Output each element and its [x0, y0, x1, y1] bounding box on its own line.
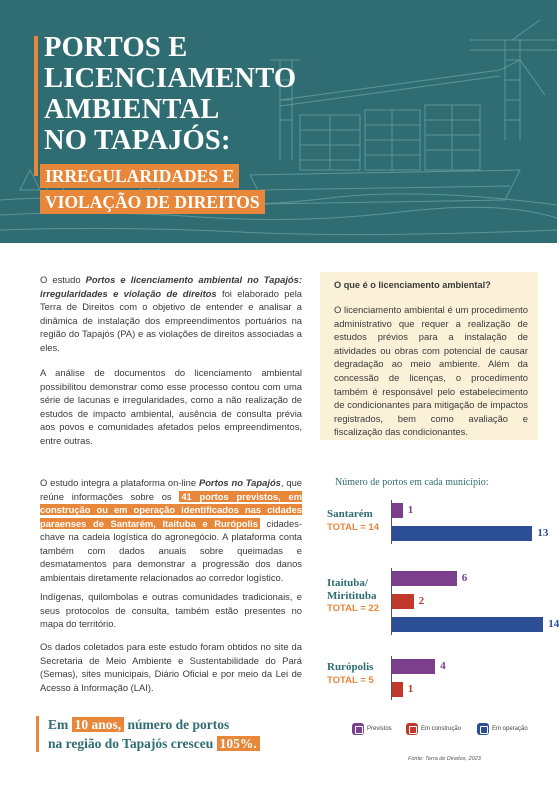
- box-text: O licenciamento ambiental é um procedimento administrativo que requer a realização de estudos prévios para a instalação de atividades ou obras com potencial de causar degradação ao meio ambiente. Além da concessão de licenças, o procedimento também é responsável pelo estabelecimento de condicionantes para mitigação de impactos registrados, bem como avaliação e fiscalização das condicionantes.: [334, 304, 528, 438]
- bar-em-construcao: [392, 682, 403, 697]
- header-banner: [0, 0, 557, 243]
- bar-em-operacao: [392, 617, 543, 632]
- legend-item-em-construcao: Em construção: [406, 722, 461, 736]
- analysis-paragraph: A análise de documentos do licenciamento ambiental possibilitou demonstrar como esse processo contou com uma série de lacunas e irregularidades, como a não realização de estudos de impacto ambiental, ausência de consulta prévia aos povos e comunidades afetados pelos empreendimentos, entre outras.: [40, 367, 302, 446]
- bar-value-label: 4: [440, 660, 446, 672]
- group-label-santarem: Santarém TOTAL = 14: [327, 508, 380, 533]
- bar-value-label: 13: [537, 527, 549, 539]
- bar-value-label: 1: [407, 683, 414, 695]
- legend-item-previstos: Previstos: [352, 722, 392, 736]
- bar-em-operacao: [392, 526, 532, 541]
- bar-previstos: [392, 503, 403, 518]
- growth-highlight: Em 10 anos, número de portos na região do Tapajós cresceu 105%.: [48, 715, 260, 753]
- chart-title: Número de portos em cada município:: [335, 477, 489, 488]
- bar-value-label: 6: [461, 572, 468, 584]
- platform-paragraph: O estudo integra a plataforma on-line Portos no Tapajós, que reúne informações sobre os 41 portos previstos, em construção ou em operação identificados nas cidades paraenses de Santarém, Itaituba e Rurópolis cidades-chave na cadeia logística do agronegócio. A plataforma conta também com dados anuais sobre queimadas e desmatamentos para demonstrar a progressão dos danos ambientais diretamente relacionados ao corredor logístico.: [40, 477, 302, 583]
- communities-paragraph: Indígenas, quilombolas e outras comunidades tradicionais, e seus protocolos de consulta, também estão presentes no mapa do território.: [40, 591, 302, 629]
- bar-previstos: [392, 571, 457, 586]
- title-accent-bar: [34, 36, 38, 176]
- legend-swatch-em-construcao: [406, 723, 418, 735]
- legend-item-em-operacao: Em operação: [477, 722, 528, 736]
- bar-value-label: 2: [418, 595, 425, 607]
- group-label-itaituba: Itaituba/ Miritituba TOTAL = 22: [327, 577, 380, 614]
- bar-em-construcao: [392, 594, 414, 609]
- bar-previstos: [392, 659, 435, 674]
- sources-paragraph: Os dados coletados para este estudo foram obtidos no site da Secretaria de Meio Ambiente e Sustentabilidade do Pará (Semas), sites municipais, Diário Oficial e por meio da Lei de Acesso à Informação (LAI).: [40, 641, 302, 693]
- stat-accent-bar: [36, 716, 39, 752]
- intro-paragraph: O estudo Portos e licenciamento ambiental no Tapajós: irregularidades e violação de direitos foi elaborado pela Terra de Direitos com o objetivo de entender e analisar a dinâmica de instalação dos empreendimentos portuários na região do Tapajós (PA) e as violações de direitos associadas a eles.: [40, 274, 302, 353]
- ports-highlight: 41 portos previstos, em construção ou em operação identificados nas cidades paraenses de Santarém, Itaituba e Rurópolis: [40, 490, 302, 529]
- legend-swatch-previstos: [352, 723, 364, 735]
- bar-value-label: 14: [548, 618, 559, 630]
- group-label-ruropolis: Rurópolis TOTAL = 5: [327, 661, 374, 686]
- legend-swatch-em-operacao: [477, 723, 489, 735]
- bar-value-label: 1: [407, 504, 414, 516]
- chart-source: Fonte: Terra de Direitos, 2023: [408, 756, 481, 762]
- licensing-info-box: [320, 272, 538, 440]
- page-subtitle: IRREGULARIDADES E VIOLAÇÃO DE DIREITOS: [40, 164, 265, 216]
- page-title: PORTOS E LICENCIAMENTO AMBIENTAL NO TAPAJÓS:: [44, 32, 297, 156]
- box-title: O que é o licenciamento ambiental?: [334, 280, 491, 290]
